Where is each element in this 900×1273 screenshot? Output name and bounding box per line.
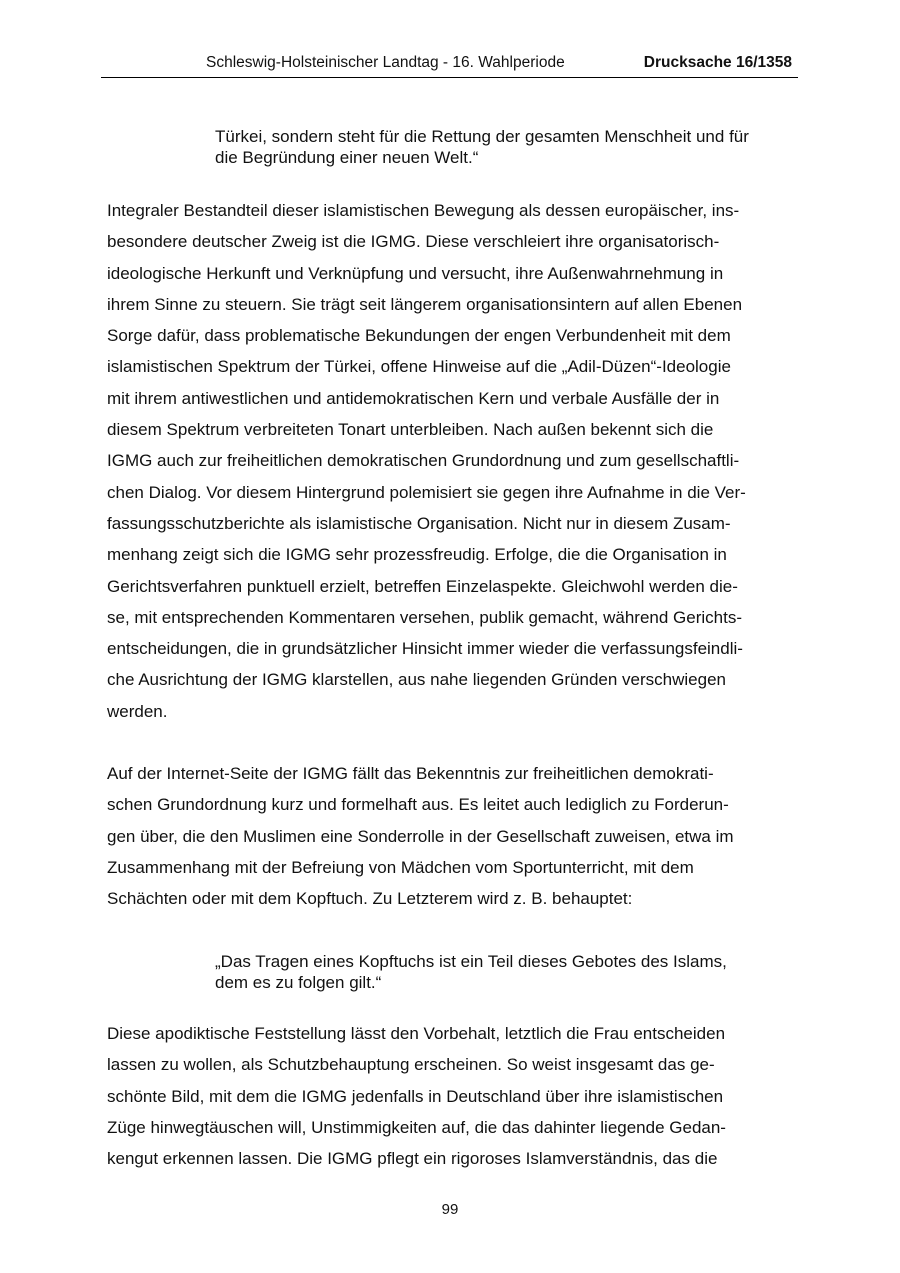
text-line: Züge hinwegtäuschen will, Unstimmigkeiten auf, die das dahinter liegende Gedan- — [107, 1117, 726, 1137]
block-quote-2 — [215, 951, 795, 993]
text-line: werden. — [107, 701, 168, 721]
header-title: Schleswig-Holsteinischer Landtag - 16. Wahlperiode — [206, 54, 565, 71]
text-line: fassungsschutzberichte als islamistische Organisation. Nicht nur in diesem Zusam- — [107, 513, 731, 533]
text-line: Schächten oder mit dem Kopftuch. Zu Letzterem wird z. B. behauptet: — [107, 889, 633, 909]
text-line: islamistischen Spektrum der Türkei, offene Hinweise auf die „Adil-Düzen“-Ideologie — [107, 357, 731, 377]
document-number: Drucksache 16/1358 — [643, 54, 792, 71]
paragraph-2 — [107, 758, 800, 914]
text-line: besondere deutscher Zweig ist die IGMG. Diese verschleiert ihre organisatorisch- — [107, 232, 720, 252]
text-line: mit ihrem antiwestlichen und antidemokratischen Kern und verbale Ausfälle der in — [107, 388, 720, 408]
text-line: Diese apodiktische Feststellung lässt den Vorbehalt, letztlich die Frau entscheiden — [107, 1024, 726, 1043]
text-line: gen über, die den Muslimen eine Sonderrolle in der Gesellschaft zuweisen, etwa im — [107, 826, 734, 846]
text-line: chen Dialog. Vor diesem Hintergrund polemisiert sie gegen ihre Aufnahme in die Ver- — [107, 482, 746, 502]
text-line: schönte Bild, mit dem die IGMG jedenfalls in Deutschland über ihre islamistischen — [107, 1086, 724, 1106]
text-line: kengut erkennen lassen. Die IGMG pflegt ein rigoroses Islamverständnis, das die — [107, 1149, 718, 1169]
text-line: Sorge dafür, dass problematische Bekundungen der engen Verbundenheit mit dem — [107, 326, 731, 346]
paragraph-1 — [107, 195, 800, 727]
quote-line: „Das Tragen eines Kopftuchs ist ein Teil dieses Gebotes des Islams, — [215, 952, 727, 971]
text-line: lassen zu wollen, als Schutzbehauptung erscheinen. So weist insgesamt das ge- — [107, 1055, 715, 1075]
text-line: entscheidungen, die in grundsätzlicher Hinsicht immer wieder die verfassungsfeindli- — [107, 639, 743, 659]
text-line: Gerichtsverfahren punktuell erzielt, betreffen Einzelaspekte. Gleichwohl werden die- — [107, 576, 738, 596]
text-line: che Ausrichtung der IGMG klarstellen, aus nahe liegenden Gründen verschwiegen — [107, 670, 726, 690]
block-quote-1 — [215, 126, 795, 168]
page-number: 99 — [441, 1201, 459, 1218]
text-line: ideologische Herkunft und Verknüpfung und versucht, ihre Außenwahrnehmung in — [107, 263, 724, 283]
quote-line: die Begründung einer neuen Welt.“ — [215, 148, 479, 167]
text-line: ihrem Sinne zu steuern. Sie trägt seit längerem organisationsintern auf allen Ebenen — [107, 294, 743, 314]
page-header — [101, 52, 798, 78]
quote-line: dem es zu folgen gilt.“ — [215, 973, 382, 992]
text-line: menhang zeigt sich die IGMG sehr prozessfreudig. Erfolge, die die Organisation in — [107, 545, 727, 565]
paragraph-3 — [107, 1018, 800, 1174]
text-line: diesem Spektrum verbreiteten Tonart unterbleiben. Nach außen bekennt sich die — [107, 420, 714, 440]
text-line: Auf der Internet-Seite der IGMG fällt das Bekenntnis zur freiheitlichen demokrati- — [107, 764, 714, 783]
text-line: se, mit entsprechenden Kommentaren versehen, publik gemacht, während Gerichts- — [107, 607, 742, 627]
quote-line: Türkei, sondern steht für die Rettung der gesamten Menschheit und für — [215, 127, 749, 146]
text-line: IGMG auch zur freiheitlichen demokratischen Grundordnung und zum gesellschaftli- — [107, 451, 740, 471]
text-line: schen Grundordnung kurz und formelhaft aus. Es leitet auch lediglich zu Forderun- — [107, 795, 729, 815]
text-line: Zusammenhang mit der Befreiung von Mädchen vom Sportunterricht, mit dem — [107, 857, 694, 877]
text-line: Integraler Bestandteil dieser islamistischen Bewegung als dessen europäischer, ins- — [107, 201, 740, 220]
